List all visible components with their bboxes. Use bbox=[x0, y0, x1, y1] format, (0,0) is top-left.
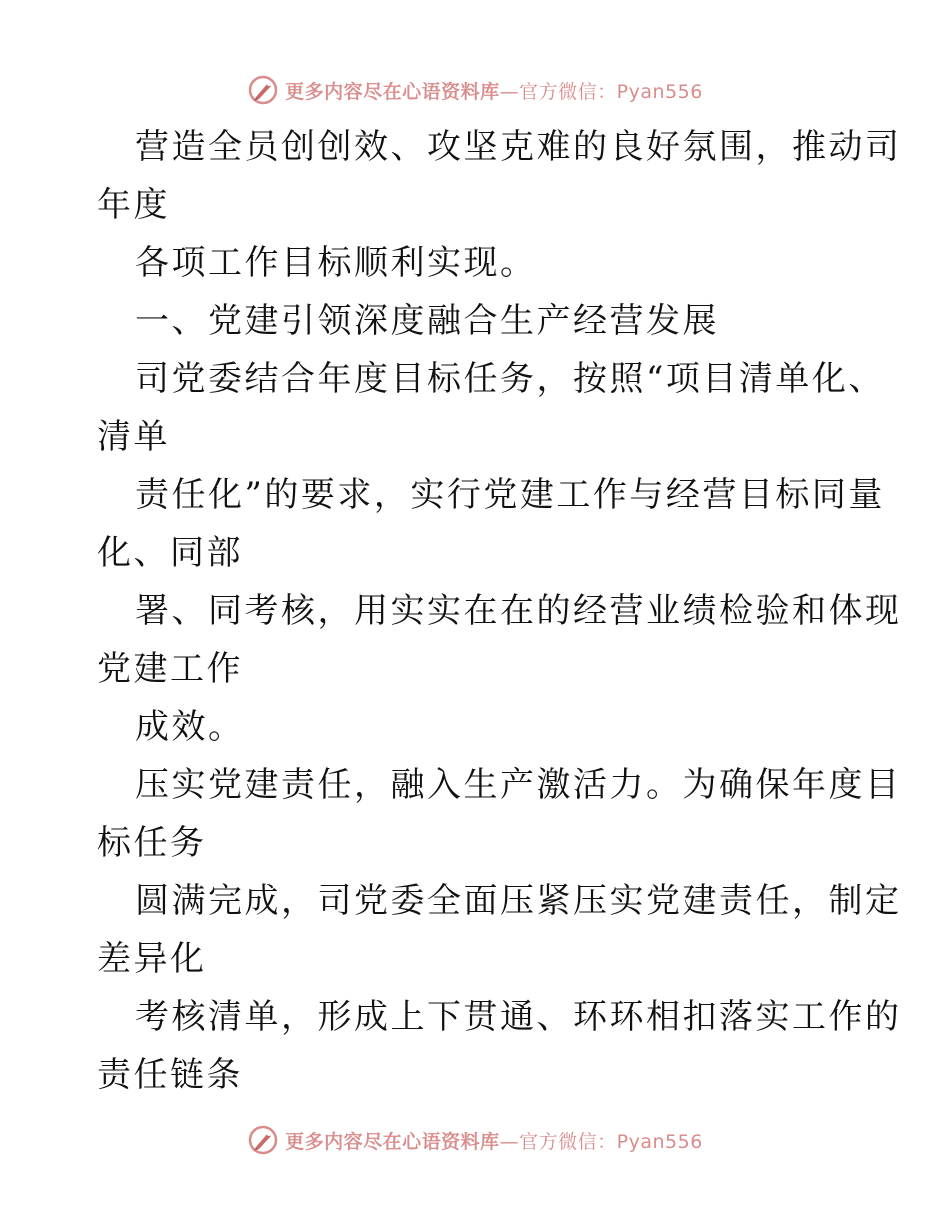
text-line: 司党委结合年度目标任务，按照“项目清单化、 bbox=[135, 359, 885, 399]
text-line: 年度 bbox=[97, 185, 170, 225]
quill-logo-icon bbox=[247, 74, 279, 106]
text-line: 责任链条 bbox=[97, 1055, 243, 1095]
header-watermark bbox=[0, 70, 950, 110]
text-line: 圆满完成，司党委全面压紧压实党建责任，制定 bbox=[135, 881, 902, 921]
watermark-text: 更多内容尽在心语资料库—官方微信：Pyan556 bbox=[285, 80, 703, 103]
footer-watermark bbox=[0, 1120, 950, 1160]
text-line: 成效。 bbox=[135, 707, 245, 747]
section-heading: 一、党建引领深度融合生产经营发展 bbox=[135, 301, 719, 341]
text-line: 党建工作 bbox=[97, 649, 243, 689]
document-body bbox=[97, 118, 902, 1104]
text-line: 各项工作目标顺利实现。 bbox=[135, 243, 537, 283]
text-line: 差异化 bbox=[97, 939, 207, 979]
text-line: 责任化”的要求，实行党建工作与经营目标同量 bbox=[135, 475, 885, 515]
text-line: 标任务 bbox=[97, 823, 207, 863]
text-line: 化、同部 bbox=[97, 533, 243, 573]
text-line: 营造全员创创效、攻坚克难的良好氛围，推动司 bbox=[135, 127, 902, 167]
text-line: 压实党建责任，融入生产激活力。为确保年度目 bbox=[135, 765, 902, 805]
watermark-text: 更多内容尽在心语资料库—官方微信：Pyan556 bbox=[285, 1130, 703, 1153]
quill-logo-icon bbox=[247, 1124, 279, 1156]
text-line: 署、同考核，用实实在在的经营业绩检验和体现 bbox=[135, 591, 902, 631]
text-line: 考核清单，形成上下贯通、环环相扣落实工作的 bbox=[135, 997, 902, 1037]
text-line: 清单 bbox=[97, 417, 170, 457]
